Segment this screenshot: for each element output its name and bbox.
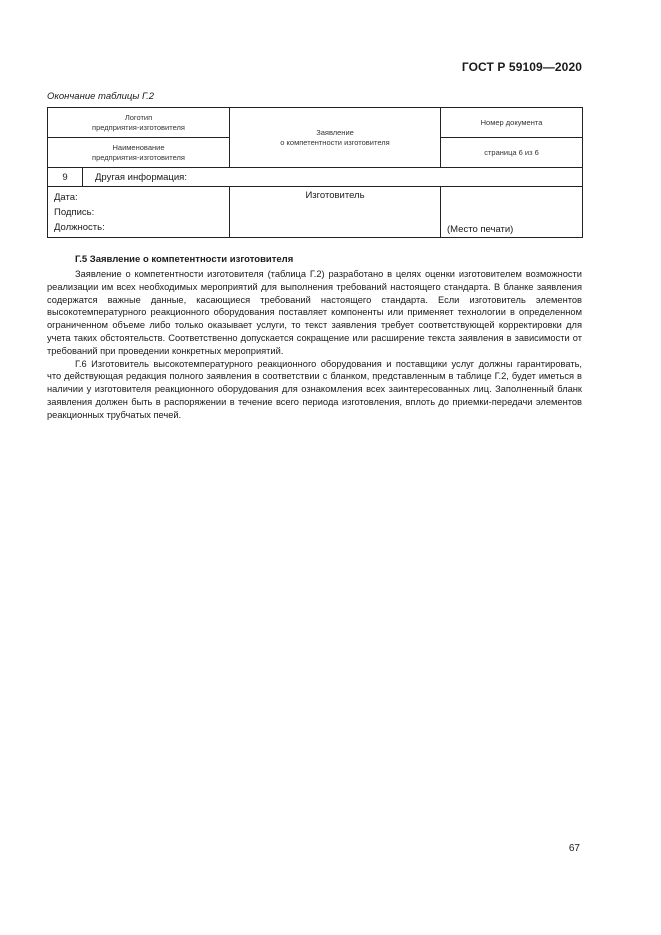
- date-label: Дата:: [54, 192, 78, 203]
- position-label: Должность:: [54, 222, 105, 233]
- statement-subtitle: о компетентности изготовителя: [280, 137, 390, 147]
- statement-form-table: [47, 107, 583, 238]
- statement-title: Заявление: [316, 127, 354, 137]
- other-info-cell: [83, 168, 583, 187]
- paragraph: Заявление о компетентности изготовителя (таблица Г.2) разработано в целях оценки изготовителем возможности реализации им всех необходимых мероприятий для выполнения требований настоящего стандарта. В бланке заявления содержатся важные данные, касающиеся требований настоящего стандарта. Если изготовитель элементов высокотемпературного реакционного оборудования поставляет компоненты или применяет технологии в определенном ограниченном объеме либо только оказывает услуги, то текст заявления требует соответствующей корректировки для учета таких обстоятельств. Соответственно допускается сокращение или расширение текста заявления в зависимости от требований при проведении конкретных мероприятий.: [47, 269, 582, 356]
- stamp-cell: [441, 187, 583, 238]
- company-name-cell: [48, 138, 230, 168]
- logo-cell: [48, 108, 230, 138]
- page-number: 67: [568, 843, 580, 854]
- stamp-place-label: (Место печати): [447, 224, 514, 235]
- company-name-sublabel: предприятия-изготовителя: [92, 152, 185, 162]
- row-number-cell: [48, 168, 83, 187]
- manufacturer-label: Изготовитель: [305, 190, 365, 201]
- page-info-cell: [441, 138, 583, 168]
- signature-label: Подпись:: [54, 207, 95, 218]
- logo-label: Логотип: [124, 112, 153, 122]
- doc-number-label: Номер документа: [480, 118, 543, 127]
- doc-number-cell: [441, 108, 583, 138]
- manufacturer-cell: [230, 187, 441, 238]
- section-title: Г.5 Заявление о компетентности изготовителя: [75, 254, 294, 265]
- row-number: 9: [62, 171, 68, 183]
- page-info: страница 6 из 6: [484, 148, 539, 157]
- logo-sublabel: предприятия-изготовителя: [92, 122, 185, 132]
- signature-cell: [48, 187, 230, 238]
- section-body: [47, 268, 582, 422]
- statement-title-cell: [230, 108, 441, 168]
- company-name-label: Наименование: [112, 142, 165, 152]
- other-info-label: Другая информация:: [95, 171, 187, 183]
- standard-number: ГОСТ Р 59109—2020: [461, 60, 582, 74]
- paragraph: Г.6 Изготовитель высокотемпературного реакционного оборудования и поставщики услуг должны гарантировать, что действующая редакция полного заявления в соответствии с бланком, представленным в таблице Г.2, будет иметься в наличии у изготовителя реакционного оборудования для ознакомления всех заинтересованных лиц. Заполненный бланк заявления должен быть в распоряжении в течение всего периода изготовления, вплоть до приемки-передачи элементов реакционных трубчатых печей.: [47, 358, 582, 420]
- table-caption: Окончание таблицы Г.2: [47, 91, 155, 102]
